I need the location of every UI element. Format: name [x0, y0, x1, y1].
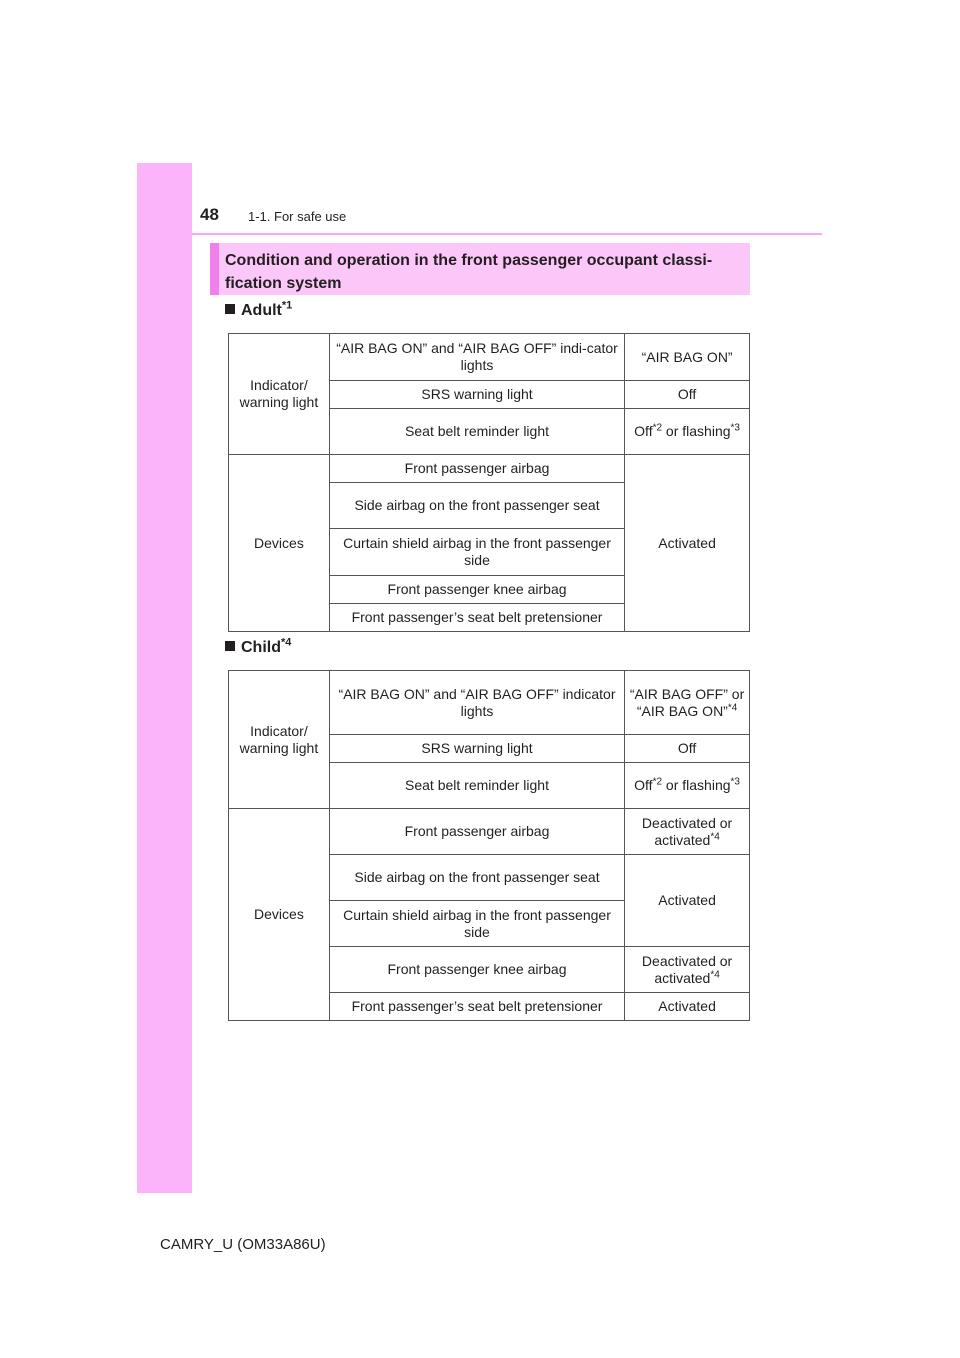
- adult-table: [228, 333, 750, 632]
- table-row: [229, 809, 750, 855]
- devices-label: Devices: [229, 455, 330, 632]
- pretensioner-value: Activated: [625, 993, 750, 1021]
- srs-label: SRS warning light: [329, 735, 624, 763]
- knee-airbag-value: [625, 947, 750, 993]
- airbag-lights-value-text: “AIR BAG OFF” or “AIR BAG ON”: [629, 685, 745, 719]
- pretensioner-label: Front passenger’s seat belt pretensioner: [329, 993, 624, 1021]
- pretensioner-label: Front passenger’s seat belt pretensioner: [329, 604, 624, 632]
- child-table: [228, 670, 750, 1021]
- note-ref: *2: [652, 422, 663, 434]
- heading-accent-bar: [210, 243, 219, 295]
- devices-label: Devices: [229, 809, 330, 1021]
- side-tab-band: [137, 163, 192, 1193]
- front-airbag-value-text: Deactivated or activated: [641, 814, 733, 848]
- note-ref: *4: [710, 830, 720, 842]
- table-row: [229, 334, 750, 381]
- seatbelt-value: [625, 763, 750, 809]
- seatbelt-value-a: Off: [634, 777, 653, 793]
- footer-doc-id: CAMRY_U (OM33A86U): [160, 1236, 326, 1253]
- note-ref: *4: [727, 701, 738, 713]
- airbag-lights-value: [625, 671, 750, 735]
- note-ref: *3: [730, 422, 740, 434]
- side-airbag-label: Side airbag on the front passenger seat: [329, 855, 624, 901]
- curtain-airbag-label: Curtain shield airbag in the front passenger side: [329, 529, 624, 576]
- note-ref: *3: [730, 776, 740, 788]
- side-airbag-label: Side airbag on the front passenger seat: [329, 483, 624, 529]
- knee-airbag-label: Front passenger knee airbag: [329, 947, 624, 993]
- page-number: 48: [200, 205, 219, 224]
- seatbelt-value: [625, 409, 750, 455]
- indicator-label: Indicator/ warning light: [229, 671, 330, 809]
- devices-value: Activated: [625, 455, 750, 632]
- srs-label: SRS warning light: [329, 381, 624, 409]
- side-curtain-value: Activated: [625, 855, 750, 947]
- seatbelt-value-b: or flashing: [662, 423, 731, 439]
- child-heading-text: Child: [241, 639, 281, 656]
- front-airbag-value: [625, 809, 750, 855]
- airbag-lights-label: “AIR BAG ON” and “AIR BAG OFF” indicator lights: [329, 671, 624, 735]
- section-heading-box: [210, 243, 750, 295]
- airbag-lights-label: “AIR BAG ON” and “AIR BAG OFF” indi-cator lights: [329, 334, 624, 381]
- square-bullet-icon: [225, 304, 235, 314]
- knee-airbag-label: Front passenger knee airbag: [329, 576, 624, 604]
- child-heading-note: *4: [281, 636, 292, 649]
- front-airbag-label: Front passenger airbag: [329, 455, 624, 483]
- srs-value: Off: [625, 381, 750, 409]
- curtain-airbag-label: Curtain shield airbag in the front passenger side: [329, 901, 624, 947]
- table-row: [229, 455, 750, 483]
- table-row: [229, 671, 750, 735]
- section-heading: Condition and operation in the front passenger occupant classi-fication system: [225, 252, 713, 292]
- seatbelt-label: Seat belt reminder light: [329, 763, 624, 809]
- airbag-lights-value: “AIR BAG ON”: [625, 334, 750, 381]
- indicator-label: Indicator/ warning light: [229, 334, 330, 455]
- srs-value: Off: [625, 735, 750, 763]
- adult-heading: [225, 299, 293, 320]
- header-rule: [192, 233, 822, 235]
- seatbelt-label: Seat belt reminder light: [329, 409, 624, 455]
- knee-airbag-value-text: Deactivated or activated: [641, 952, 733, 986]
- adult-heading-note: *1: [281, 299, 293, 312]
- front-airbag-label: Front passenger airbag: [329, 809, 624, 855]
- square-bullet-icon: [225, 641, 235, 651]
- section-title: 1-1. For safe use: [248, 209, 347, 224]
- adult-heading-text: Adult: [241, 302, 282, 319]
- child-heading: [225, 636, 292, 657]
- note-ref: *4: [710, 968, 720, 980]
- seatbelt-value-b: or flashing: [662, 777, 731, 793]
- seatbelt-value-a: Off: [634, 423, 653, 439]
- note-ref: *2: [652, 776, 663, 788]
